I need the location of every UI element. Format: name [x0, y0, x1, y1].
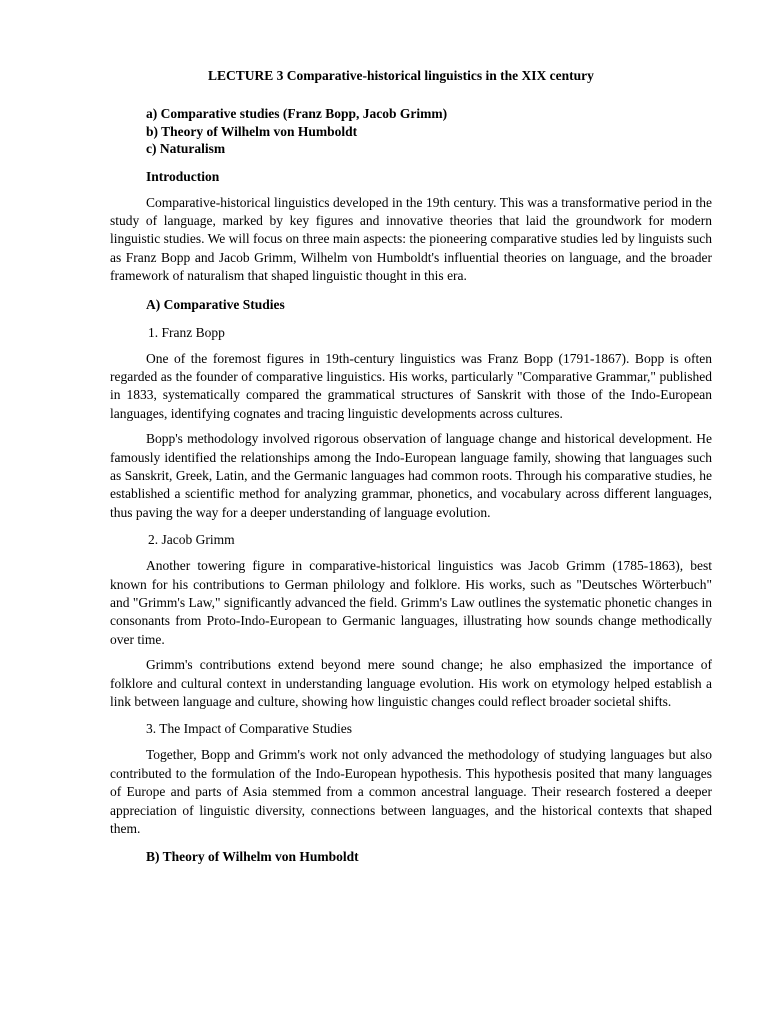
impact-paragraph: Together, Bopp and Grimm's work not only advanced the methodology of studying languages but also contributed to the formulation of the Indo-European hypothesis. This hypothesis posited that many languages of Europe and parts of Asia stemmed from a common ancestral language. Their research fostered a deeper appreciation of linguistic diversity, connections between languages, and the historical contexts that shaped them. [110, 747, 712, 837]
document-page [110, 66, 712, 867]
bopp-paragraph-2: Bopp's methodology involved rigorous observation of language change and historical development. He famously identified the relationships among the Indo-European language family, showing that languages such as Sanskrit, Greek, Latin, and the Germanic languages had common roots. Through his comparative studies, he established a scientific method for analyzing grammar, phonetics, and vocabulary across different languages, thus paving the way for a deeper understanding of language evolution. [110, 431, 712, 520]
outline-item-b: b) Theory of Wilhelm von Humboldt [146, 123, 358, 139]
grimm-paragraph-2: Grimm's contributions extend beyond mere sound change; he also emphasized the importance of folklore and cultural context in understanding language evolution. His work on etymology helped establish a link between language and culture, showing how linguistic changes could reflect broader societal shifts. [110, 657, 712, 710]
bopp-subheading: 1. Franz Bopp [148, 324, 225, 340]
impact-subheading: 3. The Impact of Comparative Studies [146, 721, 352, 737]
document-title: LECTURE 3 Comparative-historical linguistics in the XIX century [208, 68, 594, 83]
outline-item-a: a) Comparative studies (Franz Bopp, Jacob Grimm) [146, 106, 448, 121]
introduction-paragraph: Comparative-historical linguistics developed in the 19th century. This was a transformative period in the study of language, marked by key figures and innovative theories that laid the groundwork for modern linguistic studies. We will focus on three main aspects: the pioneering comparative studies led by linguists such as Franz Bopp and Jacob Grimm, Wilhelm von Humboldt's influential theories on language, and the broader framework of naturalism that shaped linguistic thought in this era. [110, 194, 712, 284]
introduction-heading: Introduction [146, 168, 220, 184]
grimm-paragraph-1: Another towering figure in comparative-historical linguistics was Jacob Grimm (1785-1863), best known for his contributions to German philology and folklore. His works, such as "Deutsches Wörterbuch" and "Grimm's Law," significantly advanced the field. Grimm's Law outlines the systematic phonetic changes in consonants from Proto-Indo-European to Germanic languages, illustrating how sounds change methodically over time. [110, 558, 712, 647]
outline-list [146, 105, 712, 158]
bopp-paragraph-1: One of the foremost figures in 19th-century linguistics was Franz Bopp (1791-1867). Bopp is often regarded as the founder of comparative linguistics. His works, particularly "Comparative Grammar," published in 1833, systematically compared the grammatical structures of Sanskrit with those of the Indo-European languages, identifying cognates and tracing linguistic developments across cultures. [110, 350, 712, 421]
section-b-heading: B) Theory of Wilhelm von Humboldt [146, 849, 359, 865]
outline-item-c: c) Naturalism [146, 141, 226, 156]
section-a-heading: A) Comparative Studies [146, 296, 285, 312]
grimm-subheading: 2. Jacob Grimm [148, 532, 235, 548]
